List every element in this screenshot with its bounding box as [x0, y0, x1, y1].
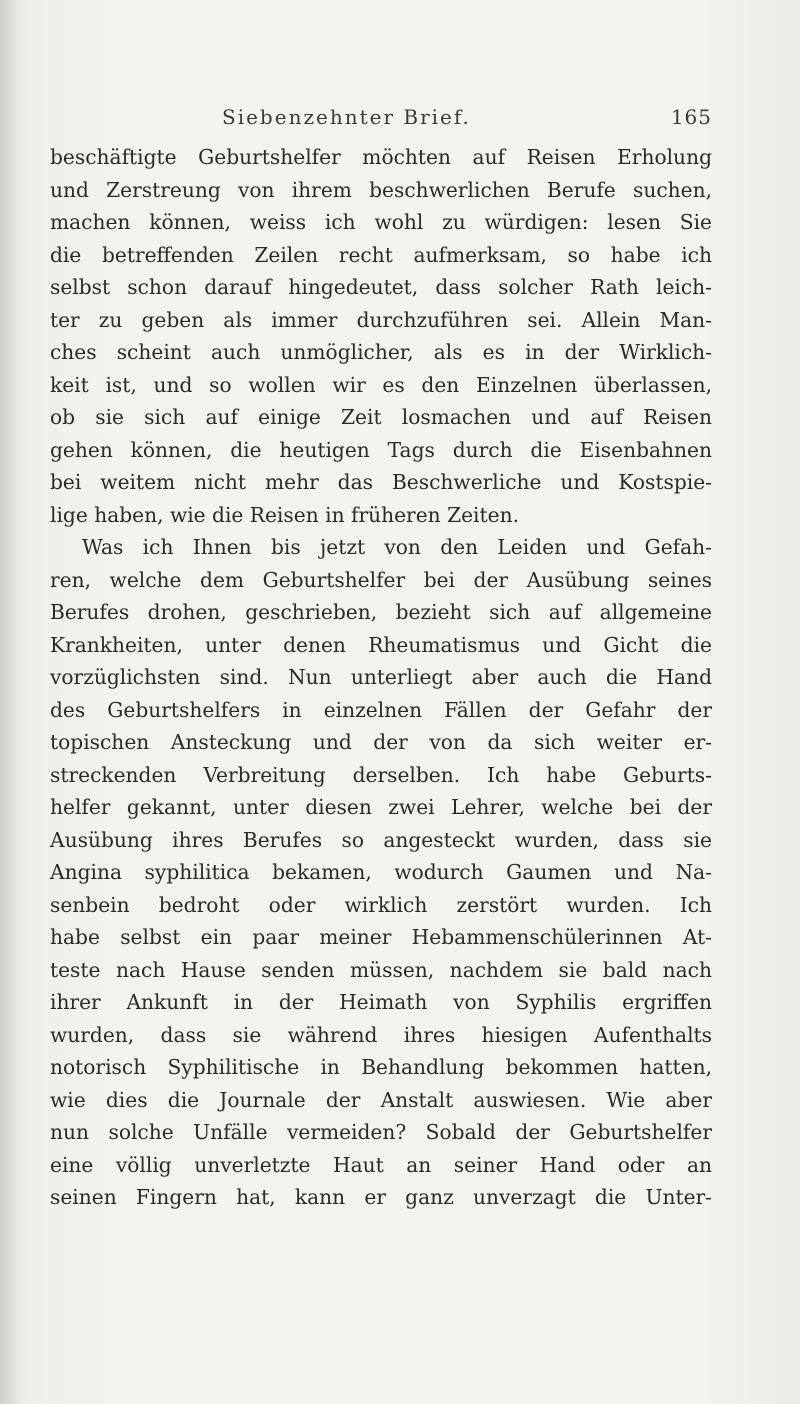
text-line: seinen Fingern hat, kann er ganz unverzagt die Unter- — [50, 1185, 712, 1209]
text-line: Ausübung ihres Berufes so angesteckt wurden, dass sie — [50, 827, 712, 852]
text-line: Was ich Ihnen bis jetzt von den Leiden und Gefah- — [82, 535, 712, 559]
running-head — [50, 100, 712, 134]
text-line: wie dies die Journale der Anstalt auswiesen. Wie aber — [50, 1087, 712, 1112]
text-line: ter zu geben als immer durchzuführen sei. Allein Man- — [50, 307, 712, 332]
text-line: die betreffenden Zeilen recht aufmerksam, so habe ich — [50, 242, 712, 267]
text-line: streckenden Verbreitung derselben. Ich habe Geburts- — [50, 762, 712, 787]
text-line: senbein bedroht oder wirklich zerstört wurden. Ich — [50, 892, 712, 917]
body-text — [50, 141, 712, 1214]
text-line: eine völlig unverletzte Haut an seiner Hand oder an — [50, 1152, 712, 1177]
text-line: selbst schon darauf hingedeutet, dass solcher Rath leich- — [50, 275, 712, 299]
text-line: bei weitem nicht mehr das Beschwerliche und Kostspie- — [50, 470, 712, 494]
text-line: und Zerstreung von ihrem beschwerlichen Berufe suchen, — [50, 177, 712, 202]
text-line: Angina syphilitica bekamen, wodurch Gaumen und Na- — [50, 860, 712, 884]
page-number: 165 — [670, 105, 712, 129]
text-line: nun solche Unfälle vermeiden? Sobald der Geburtshelfer — [50, 1120, 712, 1144]
text-line: helfer gekannt, unter diesen zwei Lehrer, welche bei der — [50, 795, 712, 819]
text-line: keit ist, und so wollen wir es den Einzelnen überlassen, — [50, 372, 712, 397]
text-line: vorzüglichsten sind. Nun unterliegt aber auch die Hand — [50, 665, 712, 689]
text-line: notorisch Syphilitische in Behandlung bekommen hatten, — [50, 1055, 712, 1079]
text-line: teste nach Hause senden müssen, nachdem sie bald nach — [50, 957, 712, 982]
text-line: Krankheiten, unter denen Rheumatismus und Gicht die — [50, 632, 712, 657]
text-line: Berufes drohen, geschrieben, bezieht sich auf allgemeine — [50, 600, 712, 624]
text-line: ihrer Ankunft in der Heimath von Syphilis ergriffen — [50, 990, 712, 1014]
text-line: habe selbst ein paar meiner Hebammenschülerinnen At- — [50, 925, 712, 949]
page-gutter-shadow — [0, 0, 22, 1404]
text-line: beschäftigte Geburtshelfer möchten auf Reisen Erholung — [50, 145, 712, 169]
text-line: gehen können, die heutigen Tags durch die Eisenbahnen — [50, 437, 712, 462]
text-line: ches scheint auch unmöglicher, als es in der Wirklich- — [50, 340, 712, 364]
text-line: des Geburtshelfers in einzelnen Fällen der Gefahr der — [50, 697, 712, 722]
running-title: Siebenzehnter Brief. — [222, 105, 471, 129]
text-line: wurden, dass sie während ihres hiesigen Aufenthalts — [50, 1022, 712, 1047]
text-line: machen können, weiss ich wohl zu würdigen: lesen Sie — [50, 210, 712, 234]
text-line: ren, welche dem Geburtshelfer bei der Ausübung seines — [50, 567, 712, 592]
text-line: ob sie sich auf einige Zeit losmachen und auf Reisen — [50, 405, 712, 429]
text-line: topischen Ansteckung und der von da sich weiter er- — [50, 730, 712, 754]
text-line: lige haben, wie die Reisen in früheren Zeiten. — [50, 502, 519, 527]
